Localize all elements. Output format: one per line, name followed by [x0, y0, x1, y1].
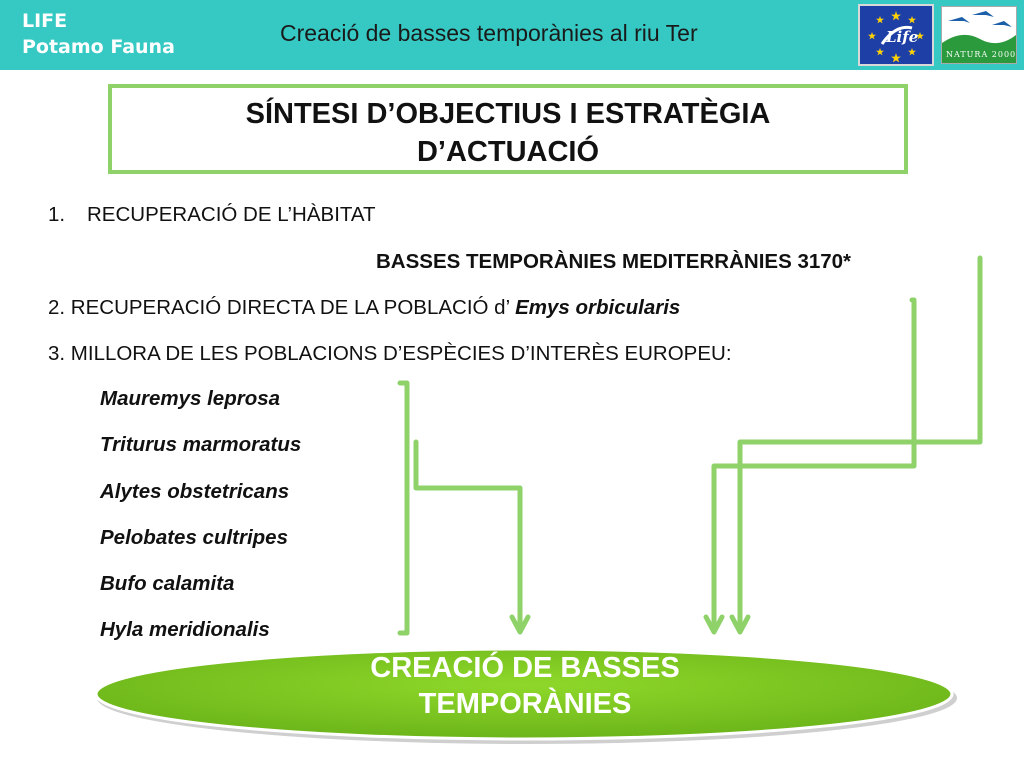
species-item: Hyla meridionalis [100, 618, 270, 641]
slide-title-line-2: D’ACTUACIÓ [416, 136, 600, 168]
objective-2-text: 2. RECUPERACIÓ DIRECTA DE LA POBLACIÓ d’ [48, 296, 510, 319]
objective-2-species: Emys orbicularis [515, 296, 681, 319]
arrow-habitat [740, 258, 980, 630]
species-bracket [400, 383, 407, 633]
objective-1-number: 1. [48, 203, 66, 226]
brand-line-1: LIFE [22, 10, 68, 32]
objective-1-text: RECUPERACIÓ DE L’HÀBITAT [87, 203, 376, 226]
result-line-1: CREACIÓ DE BASSES [370, 652, 680, 684]
life-logo-text: Life [886, 28, 919, 46]
species-item: Alytes obstetricans [100, 480, 290, 503]
slide-subtitle: Creació de basses temporànies al riu Ter [280, 20, 698, 46]
result-line-2: TEMPORÀNIES [418, 688, 632, 720]
species-item: Triturus marmoratus [100, 433, 302, 456]
species-item: Mauremys leprosa [100, 387, 281, 410]
arrow-species [416, 442, 520, 630]
objective-3-text: 3. MILLORA DE LES POBLACIONS D’ESPÈCIES D’INTERÈS EUROPEU: [48, 342, 732, 365]
species-item: Bufo calamita [100, 572, 235, 595]
result-text [90, 650, 960, 722]
brand-line-2: Potamo Fauna [22, 36, 175, 58]
natura-logo-text: NATURA 2000 [946, 50, 1017, 59]
species-item: Pelobates cultripes [100, 526, 288, 549]
arrow-emys [714, 300, 914, 630]
objective-1-habitat: BASSES TEMPORÀNIES MEDITERRÀNIES 3170* [376, 250, 852, 273]
slide-title-line-1: SÍNTESI D’OBJECTIUS I ESTRATÈGIA [245, 98, 771, 130]
